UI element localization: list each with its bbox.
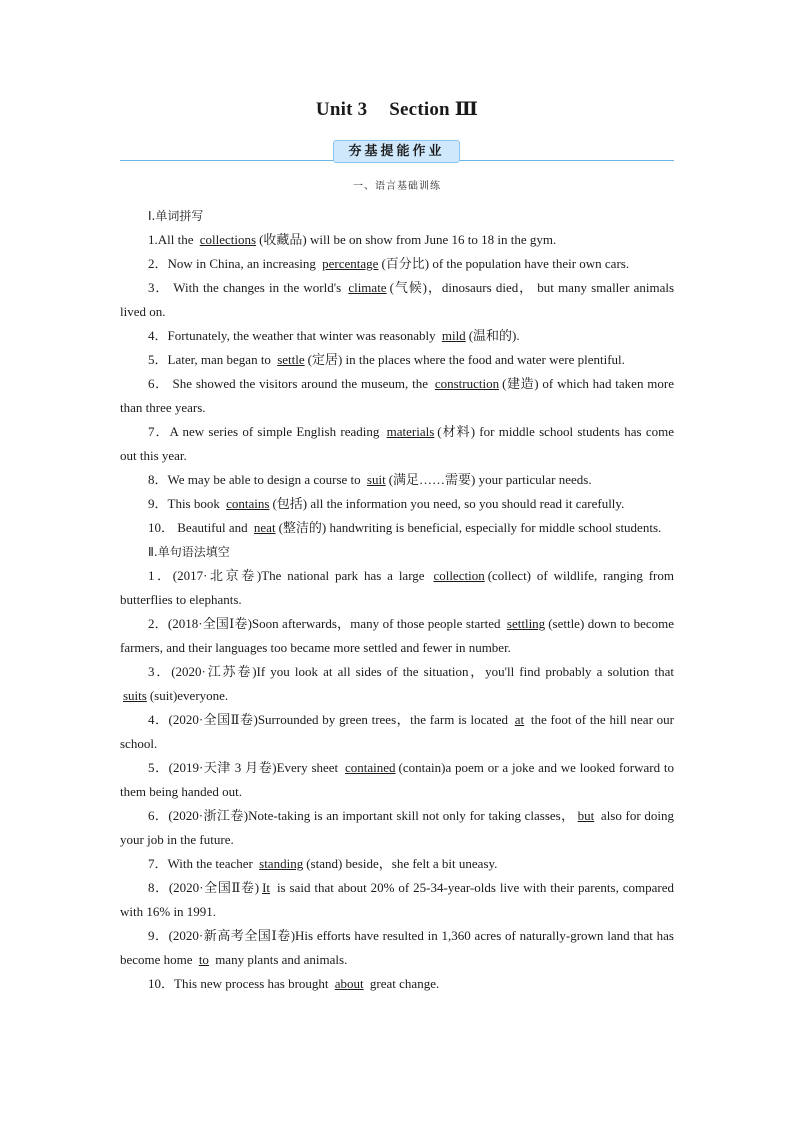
answer-blank: settling: [506, 616, 546, 631]
item-text-before: 9．This book: [148, 496, 224, 511]
exercise-item: [120, 924, 674, 972]
answer-blank: standing: [259, 856, 304, 871]
subheading: 一、语言基础训练: [353, 181, 441, 192]
answer-blank: climate: [348, 280, 387, 295]
item-text-before: 1.All the: [148, 232, 197, 247]
item-text-before: 10．This new process has brought: [148, 976, 332, 991]
part2-list: [120, 564, 674, 996]
page-title: [0, 98, 794, 121]
item-text-before: 9．(2020·新高考全国Ⅰ卷)His efforts have resulted in 1,360 acres of naturally-grown land that has become home: [120, 928, 674, 967]
section-label: Section Ⅲ: [389, 99, 479, 120]
answer-blank: materials: [386, 424, 435, 439]
answer-blank: suits: [123, 688, 147, 703]
answer-blank: contains: [226, 496, 270, 511]
homework-banner: 夯基提能作业: [333, 140, 460, 163]
answer-blank: percentage: [322, 256, 379, 271]
item-text-before: 2．Now in China, an increasing: [148, 256, 320, 271]
item-text-before: 5．Later, man began to: [148, 352, 275, 367]
answer-blank: mild: [441, 328, 466, 343]
item-text-before: 3．(2020·江苏卷)If you look at all sides of the situation，you'll find probably a solution that: [148, 664, 674, 679]
item-text-before: 5．(2019·天津 3 月卷)Every sheet: [148, 760, 342, 775]
answer-blank: contained: [344, 760, 396, 775]
exercise-item: [120, 708, 674, 756]
exercise-item: [120, 492, 674, 516]
part1-heading: Ⅰ.单词拼写: [148, 209, 204, 223]
exercise-item: [120, 852, 674, 876]
item-text-before: 4．Fortunately, the weather that winter was reasonably: [148, 328, 439, 343]
answer-blank: to: [198, 952, 209, 967]
exercise-item: [120, 564, 674, 612]
item-text-after: (settle) down to become farmers, and their languages too became more settled and fewer in number.: [120, 616, 674, 655]
answer-blank: collection: [433, 568, 485, 583]
item-text-after: many plants and animals.: [211, 952, 348, 967]
item-text-after: is said that about 20% of 25-34-year-olds live with their parents, compared with 16% in 1991.: [120, 880, 674, 919]
answer-blank: It: [262, 880, 271, 895]
item-text-before: 6． She showed the visitors around the museum, the: [148, 376, 432, 391]
item-text-after: (定居) in the places where the food and water were plentiful.: [307, 352, 625, 367]
exercise-item: [120, 660, 674, 708]
exercise-item: [120, 756, 674, 804]
item-text-after: (气候)，dinosaurs died， but many smaller animals lived on.: [120, 280, 675, 319]
exercise-item: [120, 876, 674, 924]
exercise-item: [120, 420, 674, 468]
item-text-before: 4．(2020·全国Ⅱ卷)Surrounded by green trees，the farm is located: [148, 712, 512, 727]
item-text-after: the foot of the hill near our school.: [120, 712, 674, 751]
part2-heading: Ⅱ.单句语法填空: [148, 545, 230, 559]
item-text-before: 8．(2020·全国Ⅱ卷): [148, 880, 260, 895]
item-text-before: 1．(2017·北京卷)The national park has a large: [148, 568, 431, 583]
answer-blank: construction: [434, 376, 500, 391]
exercise-item: [120, 348, 674, 372]
item-text-after: (stand) beside，she felt a bit uneasy.: [306, 856, 498, 871]
item-text-after: (材料) for middle school students has come out this year.: [120, 424, 674, 463]
exercise-item: [120, 252, 674, 276]
unit-label: Unit 3: [315, 99, 368, 120]
item-text-after: (contain)a poem or a joke and we looked forward to them being handed out.: [120, 760, 675, 799]
item-text-before: 8．We may be able to design a course to: [148, 472, 364, 487]
answer-blank: settle: [277, 352, 305, 367]
answer-blank: neat: [253, 520, 276, 535]
exercise-item: [120, 276, 674, 324]
answer-blank: at: [514, 712, 525, 727]
exercise-item: [120, 372, 674, 420]
item-text-after: also for doing your job in the future.: [120, 808, 675, 847]
answer-blank: collections: [199, 232, 257, 247]
item-text-after: (collect) of wildlife, ranging from butterflies to elephants.: [120, 568, 674, 607]
answer-blank: suit: [366, 472, 386, 487]
item-text-before: 3． With the changes in the world's: [148, 280, 346, 295]
answer-blank: but: [577, 808, 595, 823]
exercise-item: [120, 324, 674, 348]
exercise-item: [120, 612, 674, 660]
item-text-before: 7．A new series of simple English reading: [148, 424, 384, 439]
item-text-before: 10． Beautiful and: [148, 520, 251, 535]
exercise-content: [120, 204, 674, 996]
item-text-after: great change.: [366, 976, 440, 991]
item-text-after: (温和的).: [468, 328, 520, 343]
exercise-item: [120, 972, 674, 996]
item-text-before: 2．(2018·全国Ⅰ卷)Soon afterwards，many of those people started: [148, 616, 504, 631]
item-text-after: (百分比) of the population have their own cars.: [381, 256, 630, 271]
item-text-after: (整洁的) handwriting is beneficial, especially for middle school students.: [278, 520, 662, 535]
item-text-before: 6．(2020·浙江卷)Note-taking is an important skill not only for taking classes，: [148, 808, 575, 823]
item-text-after: (包括) all the information you need, so you should read it carefully.: [272, 496, 625, 511]
answer-blank: about: [334, 976, 364, 991]
item-text-after: (满足……需要) your particular needs.: [388, 472, 592, 487]
exercise-item: [120, 804, 674, 852]
exercise-item: [120, 228, 674, 252]
item-text-before: 7．With the teacher: [148, 856, 257, 871]
item-text-after: (建造) of which had taken more than three years.: [120, 376, 674, 415]
exercise-item: [120, 468, 674, 492]
exercise-item: [120, 516, 674, 540]
part1-list: [120, 228, 674, 540]
item-text-after: (suit)everyone.: [149, 688, 229, 703]
item-text-after: (收藏品) will be on show from June 16 to 18 in the gym.: [259, 232, 557, 247]
